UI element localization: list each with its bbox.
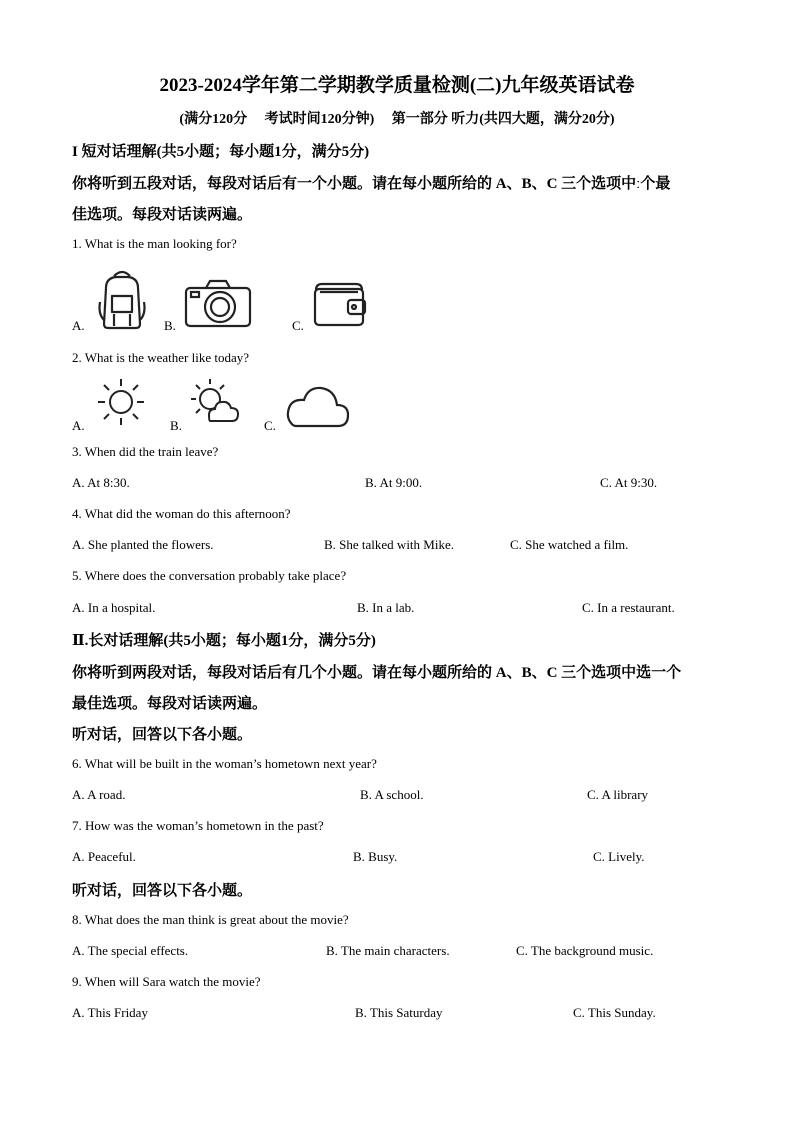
q6-option-c: C. A library [587,787,649,802]
q3-option-b: B. At 9:00. [365,475,423,490]
q7-option-c: C. Lively. [593,849,645,864]
q7-option-b: B. Busy. [353,849,398,864]
q9-option-b: B. This Saturday [355,1005,443,1020]
section2-heading: Ⅱ.长对话理解(共5小题；每小题1分，满分5分) [72,633,376,649]
section1-instruction-2: 佳选项。每段对话读两遍。 [72,207,253,223]
section2-instruction-1: 你将听到两段对话，每段对话后有几个小题。请在每小题所给的 A、B、C 三个选项中选一个 [72,665,682,681]
dialog1-label: 听对话，回答以下各小题。 [72,727,253,743]
q4-option-b: B. She talked with Mike. [324,537,454,552]
q5-option-a: A. In a hospital. [72,600,156,615]
q2-stem: 2. What is the weather like today? [72,350,250,365]
exam-title: 2023-2024学年第二学期教学质量检测(二)九年级英语试卷 [159,75,635,96]
section2-instruction-2: 最佳选项。每段对话读两遍。 [72,696,268,712]
wallet-icon [312,280,368,328]
dialog2-label: 听对话，回答以下各小题。 [72,883,253,899]
cloud-icon [284,380,350,430]
backpack-icon [92,268,152,330]
section1-instruction-1: 你将听到五段对话，每段对话后有一个小题。请在每小题所给的 A、B、C 三个选项中ː个最 [72,176,671,192]
q8-stem: 8. What does the man think is great about the movie? [72,912,349,927]
q3-stem: 3. When did the train leave? [72,444,219,459]
q4-stem: 4. What did the woman do this afternoon? [72,506,291,521]
q1-option-b: B. [164,318,176,333]
camera-icon [184,278,252,328]
q8-option-a: A. The special effects. [72,943,189,958]
q9-option-a: A. This Friday [72,1005,148,1020]
q6-option-a: A. A road. [72,787,126,802]
q3-option-c: C. At 9:30. [600,475,658,490]
q9-option-c: C. This Sunday. [573,1005,656,1020]
section1-heading: I 短对话理解(共5小题；每小题1分，满分5分) [72,144,370,160]
q2-option-a: A. [72,418,85,433]
q6-stem: 6. What will be built in the woman’s hometown next year? [72,756,377,771]
q8-option-b: B. The main characters. [326,943,450,958]
q5-option-b: B. In a lab. [357,600,415,615]
sun-cloud-icon [188,377,240,425]
q3-option-a: A. At 8:30. [72,475,130,490]
q7-stem: 7. How was the woman’s hometown in the past? [72,818,324,833]
q4-option-a: A. She planted the flowers. [72,537,214,552]
q9-stem: 9. When will Sara watch the movie? [72,974,261,989]
q5-option-c: C. In a restaurant. [582,600,675,615]
q1-option-a: A. [72,318,85,333]
exam-subtitle: (满分120分 考试时间120分钟) 第一部分 听力(共四大题，满分20分) [179,112,615,127]
q2-option-b: B. [170,418,182,433]
q8-option-c: C. The background music. [516,943,654,958]
sun-icon [94,377,148,427]
q4-option-c: C. She watched a film. [510,537,629,552]
q7-option-a: A. Peaceful. [72,849,136,864]
q2-option-c: C. [264,418,276,433]
q1-stem: 1. What is the man looking for? [72,236,237,251]
q6-option-b: B. A school. [360,787,424,802]
q1-option-c: C. [292,318,304,333]
q5-stem: 5. Where does the conversation probably take place? [72,568,347,583]
